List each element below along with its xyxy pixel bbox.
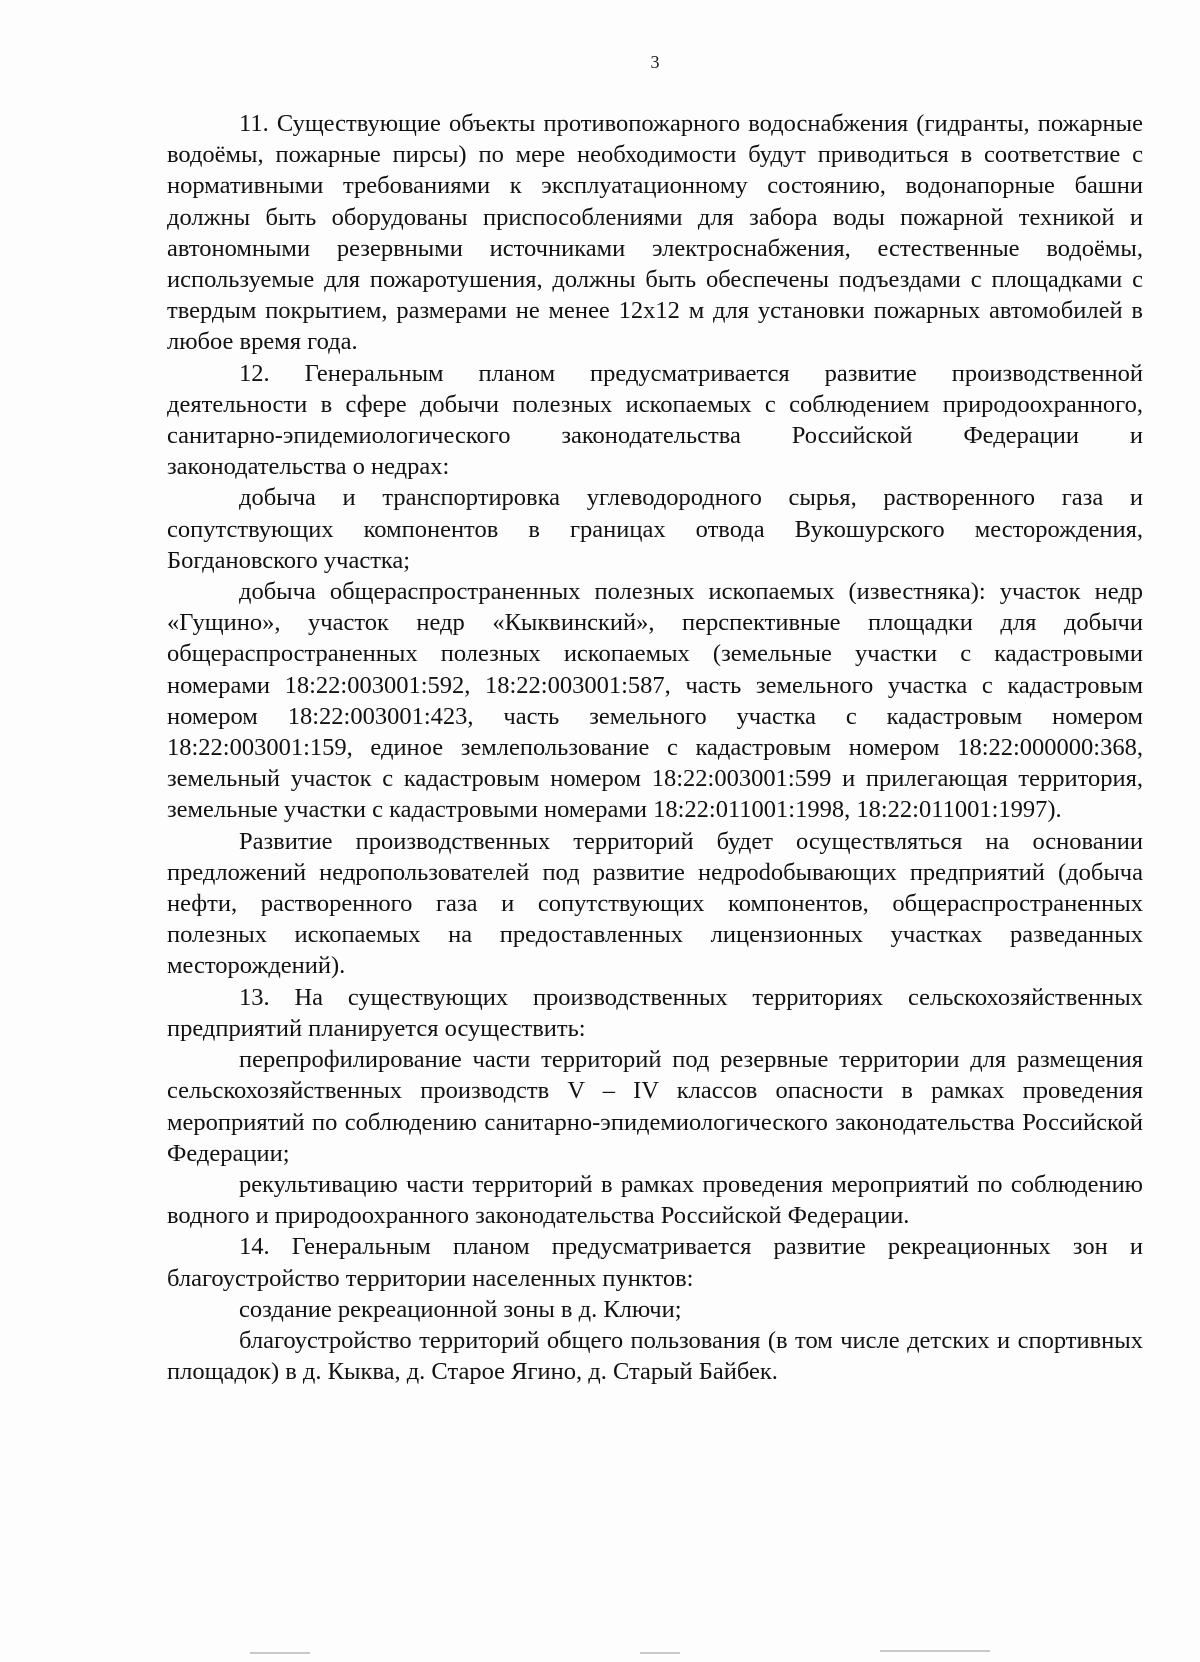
paragraph-12-hydrocarbons: добыча и транспортировка углеводородного сырья, растворенного газа и сопутствующих компонентов в границах отвода Вукошурского месторождения, Богдановского участка; (167, 484, 1143, 574)
paragraph-11: 11. Существующие объекты противопожарного водоснабжения (гидранты, пожарные водоёмы, пожарные пирсы) по мере необходимости будут приводиться в соответствие с нормативными требованиями к эксплуатационному состоянию, водонапорные башни должны быть оборудованы приспособлениями для забора воды пожарной техникой и автономными резервными источниками электроснабжения, естественные водоёмы, используемые для пожаротушения, должны быть обеспечены подъездами с площадками с твердым покрытием, размерами не менее 12х12 м для установки пожарных автомобилей в любое время года. (167, 110, 1143, 356)
scan-artifact (250, 1652, 310, 1654)
paragraph-12: 12. Генеральным планом предусматривается развитие производственной деятельности в сфере добычи полезных ископаемых с соблюдением природоохранного, санитарно-эпидемиологического законодательства Российской Федерации и законодательства о недрах: (167, 359, 1143, 481)
paragraph-13-reprofiling: перепрофилирование части территорий под резервные территории для размещения сельскохозяйственных производств V – IV классов опасности в рамках проведения мероприятий по соблюдению санитарно-эпидемиологического законодательства Российской Федерации; (167, 1046, 1143, 1167)
paragraph-12-limestone: добыча общераспространенных полезных ископаемых (известняка): участок недр «Гущино», участок недр «Кыквинский», перспективные площадки для добычи общераспространенных полезных ископаемых (земельные участки с кадастровыми номерами 18:22:003001:592, 18:22:003001:587, часть земельного участка с кадастровым номером 18:22:003001:423, часть земельного участка с кадастровым номером 18:22:003001:159, единое землепользование с кадастровым номером 18:22:000000:368, земельный участок с кадастровым номером 18:22:003001:599 и прилегающая территория, земельные участки с кадастровыми номерами 18:22:011001:1998, 18:22:011001:1997). (167, 578, 1143, 824)
page-number: 3 (650, 52, 660, 72)
paragraph-14: 14. Генеральным планом предусматривается развитие рекреационных зон и благоустройство территории населенных пунктов: (167, 1233, 1143, 1292)
paragraph-13-recultivation: рекультивацию части территорий в рамках проведения мероприятий по соблюдению водного и природоохранного законодательства Российской Федерации. (167, 1170, 1143, 1230)
document-body (167, 108, 1143, 1387)
scan-artifact (880, 1650, 990, 1652)
paragraph-14-recreation-zone: создание рекреационной зоны в д. Ключи; (239, 1295, 682, 1323)
paragraph-13: 13. На существующих производственных территориях сельскохозяйственных предприятий планируется осуществить: (167, 983, 1143, 1042)
paragraph-14-improvement: благоустройство территорий общего пользования (в том числе детских и спортивных площадок) в д. Кыква, д. Старое Ягино, д. Старый Байбек. (167, 1326, 1143, 1386)
paragraph-12-development: Развитие производственных территорий будет осуществляться на основании предложений недропользователей под развитие недрodобывающих предприятий (добыча нефти, растворенного газа и сопутствующих компонентов, общераспространенных полезных ископаемых на предоставленных лицензионных участках разведанных месторождений). (167, 827, 1143, 980)
scan-artifact (640, 1652, 680, 1654)
